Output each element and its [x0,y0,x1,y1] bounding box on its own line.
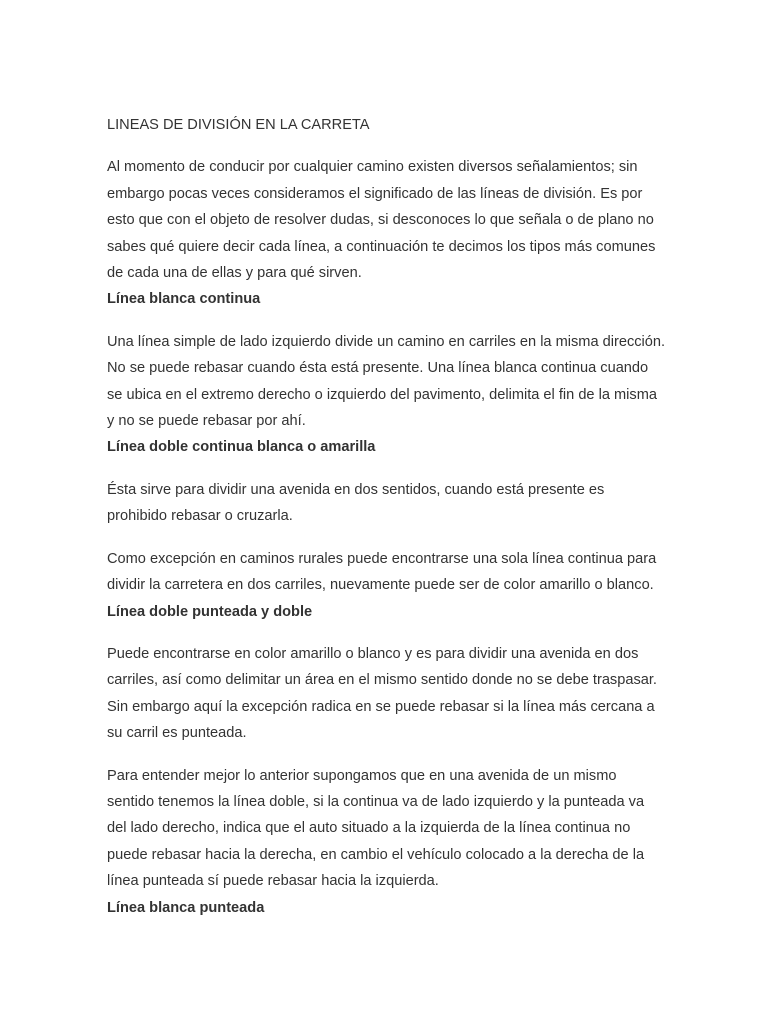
document-title: LINEAS DE DIVISIÓN EN LA CARRETA [107,117,370,133]
section-paragraph: Una línea simple de lado izquierdo divide un camino en carriles en la misma dirección. No se puede rebasar cuando ésta está presente. Una línea blanca continua cuando se ubica en el extremo derecho o izquierdo del pavimento, delimita el fin de la misma y no se puede rebasar por ahí. [107,333,666,430]
section-heading-linea-doble-punteada: Línea doble punteada y doble [107,603,313,620]
section-heading-linea-blanca-continua: Línea blanca continua [107,291,261,308]
section-paragraph: Ésta sirve para dividir una avenida en dos sentidos, cuando está presente es prohibido rebasar o cruzarla. [107,481,605,525]
document-body [107,112,667,937]
intro-paragraph: Al momento de conducir por cualquier camino existen diversos señalamientos; sin embargo pocas veces consideramos el significado de las líneas de división. Es por esto que con el objeto de resolver dudas, si desconoces lo que señala o de plano no sabes qué quiere decir cada línea, a continuación te decimos los tipos más comunes de cada una de ellas y para qué sirven. [107,159,656,282]
section-heading-linea-blanca-punteada: Línea blanca punteada [107,899,265,916]
section-heading-linea-doble-continua: Línea doble continua blanca o amarilla [107,439,376,456]
section-paragraph: Como excepción en caminos rurales puede encontrarse una sola línea continua para dividir la carretera en dos carriles, nuevamente puede ser de color amarillo o blanco. [107,550,657,594]
section-paragraph: Para entender mejor lo anterior supongamos que en una avenida de un mismo sentido tenemos la línea doble, si la continua va de lado izquierdo y la punteada va del lado derecho, indica que el auto situado a la izquierda de la línea continua no puede rebasar hacia la derecha, en cambio el vehículo colocado a la derecha de la línea punteada sí puede rebasar hacia la izquierda. [107,767,645,890]
section-paragraph: Puede encontrarse en color amarillo o blanco y es para dividir una avenida en dos carriles, así como delimitar un área en el mismo sentido donde no se debe traspasar. Sin embargo aquí la excepción radica en se puede rebasar si la línea más cercana a su carril es punteada. [107,645,657,742]
